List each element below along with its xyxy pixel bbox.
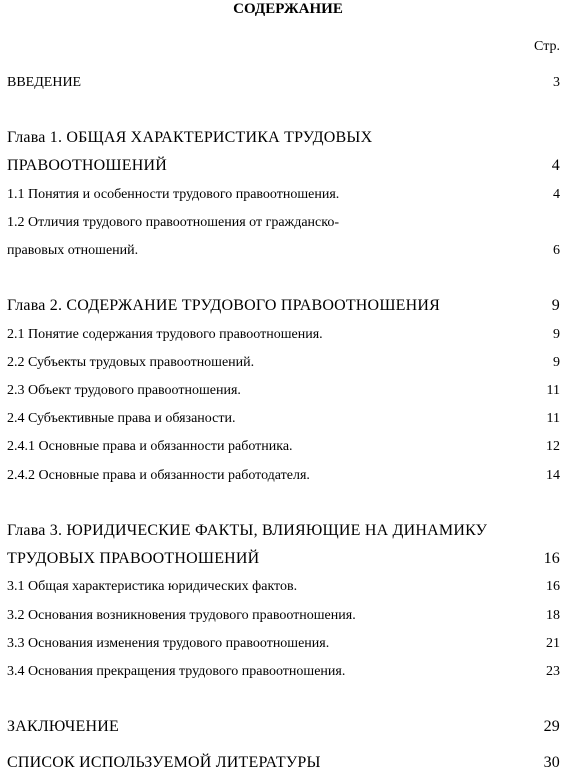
toc-entry-page: 6: [553, 243, 560, 258]
toc-entry-chapter-2: [7, 295, 560, 317]
toc-entry-2-2: [7, 352, 560, 374]
toc-entry-2-1: [7, 324, 560, 346]
toc-entry-page: 16: [546, 579, 560, 594]
toc-entry-2-4: [7, 408, 560, 430]
toc-entry-page: 16: [543, 550, 560, 567]
toc-entry-page: 9: [553, 327, 560, 342]
toc-entry-1-1: [7, 184, 560, 206]
toc-entry-text: 1.1 Понятия и особенности трудового правоотношения.: [7, 187, 340, 202]
toc-entry-2-4-1: [7, 436, 560, 458]
toc-entry-3-1: [7, 576, 560, 598]
toc-entry-page: 30: [543, 754, 560, 771]
toc-entry-page: 23: [546, 664, 560, 679]
toc-entry-3-2: [7, 605, 560, 627]
toc-entry-text: 2.2 Субъекты трудовых правоотношений.: [7, 355, 255, 370]
toc-entry-text: 3.1 Общая характеристика юридических фактов.: [7, 579, 298, 594]
toc-entry-chapter-1-cont: [7, 155, 560, 177]
toc-entry-text: Глава 1. ОБЩАЯ ХАРАКТЕРИСТИКА ТРУДОВЫХ: [7, 129, 373, 146]
toc-entry-3-4: [7, 661, 560, 683]
toc-entry-text: ВВЕДЕНИЕ: [7, 75, 82, 90]
toc-entry-text: Глава 3. ЮРИДИЧЕСКИЕ ФАКТЫ, ВЛИЯЮЩИЕ НА ДИНАМИКУ: [7, 522, 488, 539]
toc-entry-page: 4: [553, 187, 560, 202]
toc-entry-page: 9: [551, 297, 560, 314]
toc-entry-2-4-2: [7, 465, 560, 487]
toc-entry-text: ТРУДОВЫХ ПРАВООТНОШЕНИЙ: [7, 550, 260, 567]
toc-entry-page: 21: [546, 636, 560, 651]
toc-entry-page: 9: [553, 355, 560, 370]
toc-entry-text: 3.2 Основания возникновения трудового правоотношения.: [7, 608, 356, 623]
toc-entry-page: 11: [546, 383, 560, 398]
toc-entry-chapter-3-cont: [7, 548, 560, 570]
toc-entry-text: 2.1 Понятие содержания трудового правоотношения.: [7, 327, 323, 342]
toc-entry-references: [7, 752, 560, 774]
toc-entry-conclusion: [7, 716, 560, 738]
toc-entry-text: правовых отношений.: [7, 243, 139, 258]
toc-entry-page: 11: [546, 411, 560, 426]
toc-entry-text: 2.3 Объект трудового правоотношения.: [7, 383, 241, 398]
toc-entry-2-3: [7, 380, 560, 402]
toc-entry-chapter-1: [7, 127, 560, 149]
toc-entry-page: 29: [543, 718, 560, 735]
toc-entry-text: 2.4.2 Основные права и обязанности работодателя.: [7, 468, 310, 483]
toc-entry-page: 4: [551, 157, 560, 174]
toc-entry-page: 18: [546, 608, 560, 623]
toc-entry-chapter-3: [7, 520, 560, 542]
toc-entry-text: Глава 2. СОДЕРЖАНИЕ ТРУДОВОГО ПРАВООТНОШЕНИЯ: [7, 297, 441, 314]
toc-entry-text: 1.2 Отличия трудового правоотношения от гражданско-: [7, 215, 340, 230]
toc-entry-introduction: [7, 72, 560, 94]
toc-entry-text: 2.4.1 Основные права и обязанности работника.: [7, 439, 293, 454]
toc-entry-page: 3: [553, 75, 560, 90]
toc-entry-text: 3.4 Основания прекращения трудового правоотношения.: [7, 664, 346, 679]
toc-entry-page: 14: [546, 468, 560, 483]
toc-entry-text: 2.4 Субъективные права и обязаности.: [7, 411, 236, 426]
toc-entry-1-2-cont: [7, 240, 560, 262]
page-title: СОДЕРЖАНИЕ: [233, 1, 343, 17]
toc-entry-1-2: [7, 212, 560, 234]
toc-entry-page: 12: [546, 439, 560, 454]
toc-entry-text: СПИСОК ИСПОЛЬЗУЕМОЙ ЛИТЕРАТУРЫ: [7, 754, 321, 771]
toc-entry-3-3: [7, 633, 560, 655]
page-column-label: Стр.: [534, 39, 560, 54]
toc-entry-text: 3.3 Основания изменения трудового правоотношения.: [7, 636, 330, 651]
toc-entry-text: ЗАКЛЮЧЕНИЕ: [7, 718, 119, 735]
toc-entry-text: ПРАВООТНОШЕНИЙ: [7, 157, 168, 174]
